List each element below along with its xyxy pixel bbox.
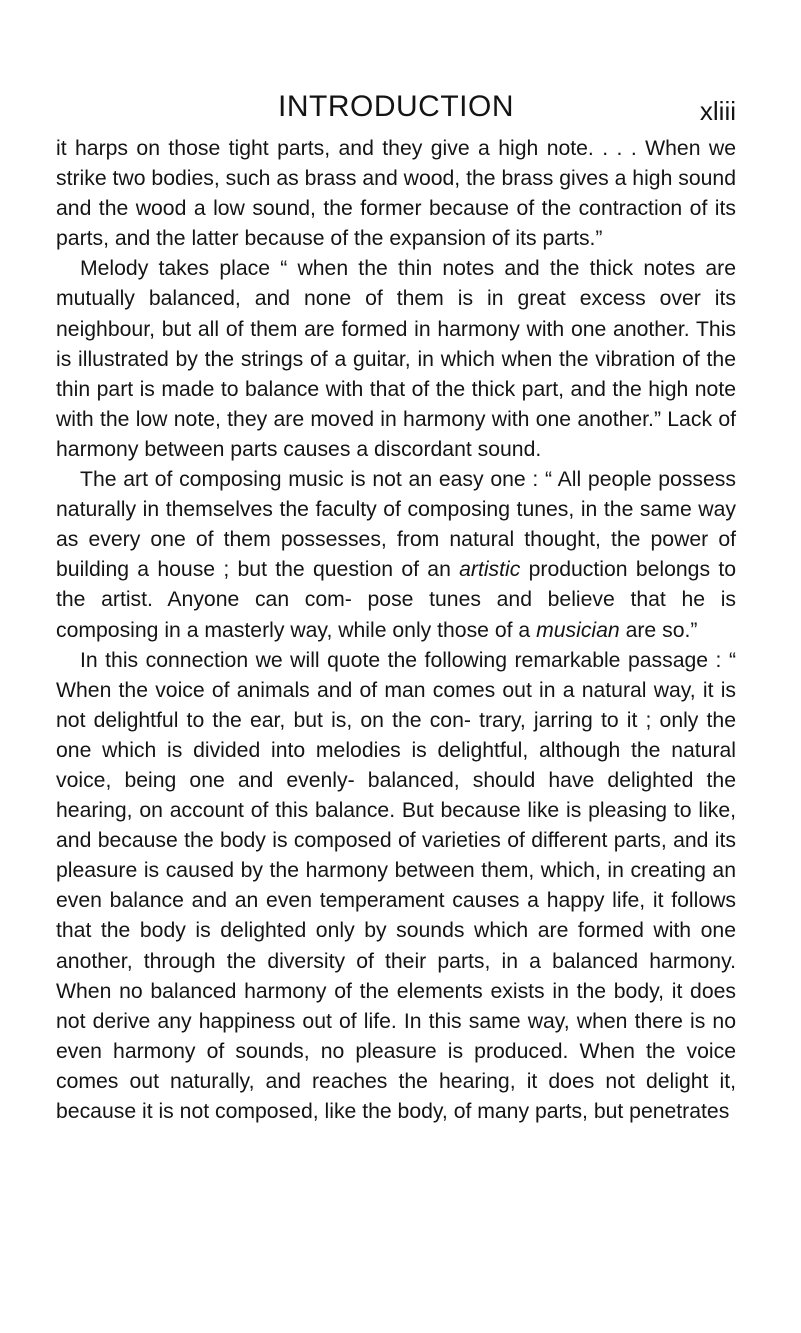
paragraph-3 xyxy=(56,465,736,646)
page-number: xliii xyxy=(699,96,736,126)
body-text xyxy=(56,134,736,1127)
book-page xyxy=(56,90,736,1127)
paragraph-3-text-b: production belongs to the artist. Anyone can com- pose tunes and believe that he is composing in a masterly way, while only those of a xyxy=(56,558,736,642)
paragraph-4-text: In this connection we will quote the following remarkable passage : “ When the voice of animals and of man comes out in a natural way, it is not delightful to the ear, but is, on the con- trary, jarring to it ; only the one which is divided into melodies is delightful, although the natural voice, being one and evenly- balanced, should have delighted the hearing, on account of this balance. But because like is pleasing to like, and because the body is composed of varieties of different parts, and its pleasure is caused by the harmony between them, which, in creating an even balance and an even temperament causes a happy life, it follows that the body is delighted only by sounds which are formed with one another, through the diversity of their parts, in a balanced harmony. When no balanced harmony of the elements exists in the body, it does not derive any happiness out of life. In this same way, when there is no even harmony of sounds, no pleasure is produced. When the voice comes out naturally, and reaches the hearing, it does not delight it, because it is not composed, like the body, of many parts, but penetrates xyxy=(56,648,736,1123)
paragraph-2-text: Melody takes place “ when the thin notes and the thick notes are mutually balanced, and none of them is in great excess over its neighbour, but all of them are formed in harmony with one another. This is illustrated by the strings of a guitar, in which when the vibration of the thin part is made to balance with that of the thick part, and the high note with the low note, they are moved in harmony with one another.” Lack of harmony between parts causes a discordant sound. xyxy=(56,257,736,461)
paragraph-1-text: it harps on those tight parts, and they give a high note. . . . When we strike two bodies, such as brass and wood, the brass gives a high sound and the wood a low sound, the former because of the contraction of its parts, and the latter because of the expansion of its parts.” xyxy=(56,137,736,251)
paragraph-2 xyxy=(56,254,736,465)
running-head xyxy=(56,90,736,134)
italic-musician: musician xyxy=(536,618,620,642)
paragraph-3-text-a: The art of composing music is not an easy one : “ All people possess naturally in themselves the faculty of composing tunes, in the same way as every one of them possesses, from natural thought, the power of building a house ; but the question of an xyxy=(56,468,736,582)
paragraph-4 xyxy=(56,646,736,1128)
paragraph-1 xyxy=(56,134,736,254)
paragraph-3-text-c: are so.” xyxy=(619,618,698,642)
italic-artistic: artistic xyxy=(459,558,521,582)
running-title: INTRODUCTION xyxy=(278,90,514,123)
